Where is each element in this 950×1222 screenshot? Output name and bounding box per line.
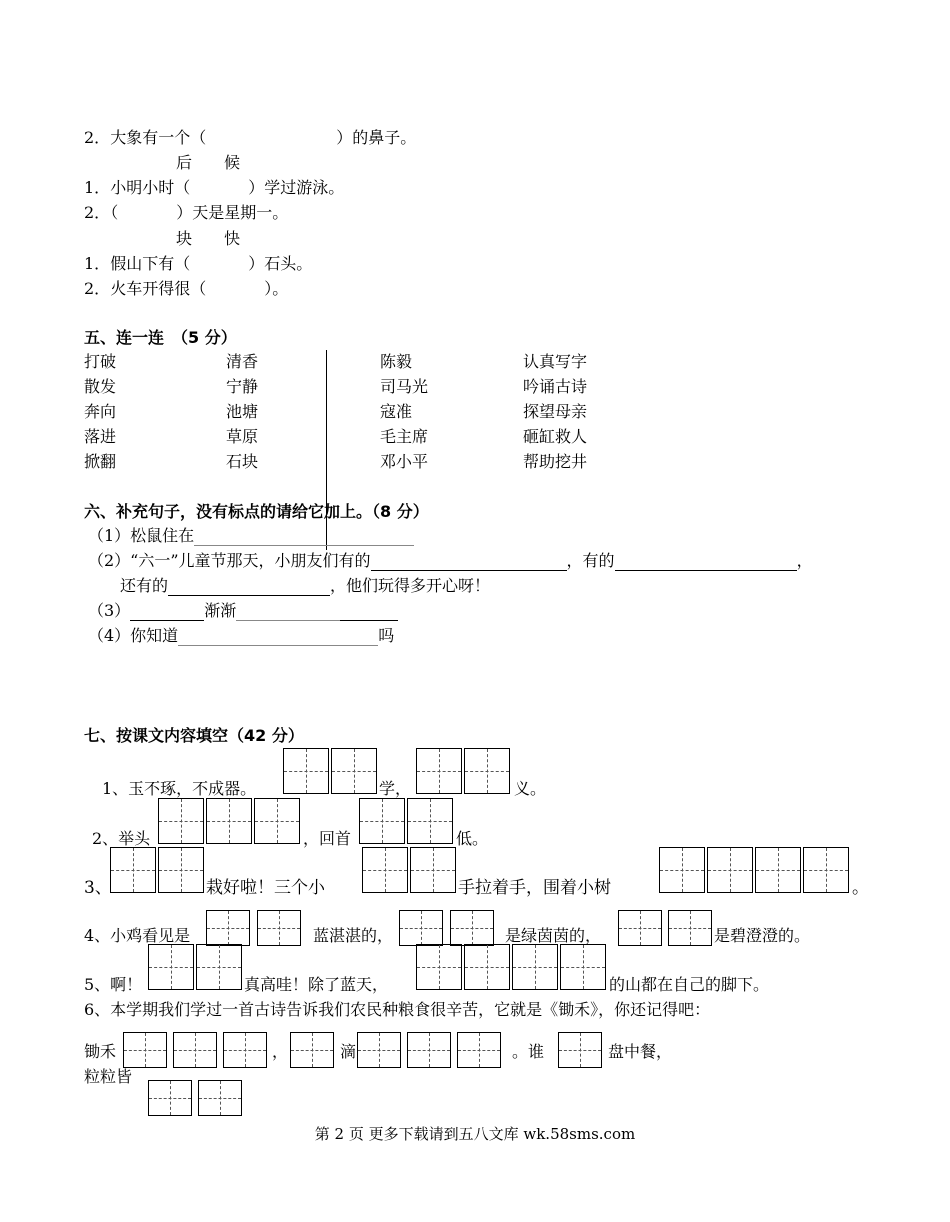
tianzige-box[interactable]	[399, 910, 443, 946]
section7-title: 七、按课文内容填空（42 分）	[84, 726, 304, 745]
tianzige-box[interactable]	[158, 798, 204, 844]
match-word[interactable]: 打破	[84, 352, 117, 371]
tianzige-box[interactable]	[359, 798, 405, 844]
tianzige-box[interactable]	[659, 847, 705, 893]
poem-text: 粒粒皆	[84, 1067, 133, 1086]
match-word[interactable]: 邓小平	[380, 452, 429, 471]
answer-line[interactable]	[236, 604, 340, 621]
tianzige-box[interactable]	[618, 910, 662, 946]
answer-line[interactable]	[178, 629, 378, 646]
match-word[interactable]: 草原	[226, 427, 259, 446]
tianzige-box[interactable]	[254, 798, 300, 844]
tianzige-box[interactable]	[158, 847, 204, 893]
match-word[interactable]: 散发	[84, 377, 117, 396]
tianzige-box[interactable]	[123, 1032, 167, 1068]
tianzige-box[interactable]	[464, 944, 510, 990]
tianzige-box[interactable]	[416, 748, 462, 794]
sentence-1: （1）松鼠住在	[88, 526, 414, 546]
sentence-4: （4）你知道 吗	[88, 626, 395, 645]
page-footer: 第 2 页 更多下载请到五八文库 wk.58sms.com	[314, 1125, 636, 1143]
tianzige-box[interactable]	[558, 1032, 602, 1068]
word-pair-kuai: 块 快	[176, 229, 241, 248]
tianzige-box[interactable]	[512, 944, 558, 990]
q-monday: 2．（ ）天是星期一。	[84, 203, 289, 222]
tianzige-box[interactable]	[223, 1032, 267, 1068]
answer-line[interactable]	[194, 529, 414, 546]
line1-text: 1、玉不琢，不成器。	[102, 779, 257, 798]
tianzige-box[interactable]	[196, 944, 242, 990]
tianzige-box[interactable]	[707, 847, 753, 893]
answer-line[interactable]	[130, 604, 204, 621]
match-word[interactable]: 陈毅	[380, 352, 413, 371]
answer-blank[interactable]	[206, 132, 336, 148]
sentence-3: （3） 渐渐	[88, 601, 398, 621]
line4-text: 4、小鸡看见是	[84, 926, 191, 945]
word-pair-hou: 后 候	[176, 153, 241, 172]
section5-title: 五、连一连 （5 分）	[84, 328, 237, 347]
tianzige-box[interactable]	[362, 847, 408, 893]
line4-text: 蓝湛湛的，	[313, 926, 394, 945]
poem-text: 。谁	[512, 1042, 545, 1061]
match-word[interactable]: 清香	[226, 352, 259, 371]
poem-text: 滴	[340, 1042, 357, 1061]
tianzige-box[interactable]	[450, 910, 494, 946]
tianzige-box[interactable]	[331, 748, 377, 794]
sentence-2-cont: 还有的 ，他们玩得多开心呀！	[120, 576, 491, 595]
match-word[interactable]: 吟诵古诗	[523, 377, 588, 396]
match-word[interactable]: 砸缸救人	[523, 427, 588, 446]
tianzige-box[interactable]	[407, 1032, 451, 1068]
line3-text: 手拉着手，围着小树	[458, 878, 611, 898]
tianzige-box[interactable]	[148, 944, 194, 990]
tianzige-box[interactable]	[668, 910, 712, 946]
line1-text: 义。	[514, 779, 547, 798]
tianzige-box[interactable]	[464, 748, 510, 794]
section6-title: 六、补充句子，没有标点的请给它加上。（8 分）	[84, 502, 429, 521]
tianzige-box[interactable]	[416, 944, 462, 990]
match-word[interactable]: 帮助挖井	[523, 452, 588, 471]
match-word[interactable]: 宁静	[226, 377, 259, 396]
match-word[interactable]: 掀翻	[84, 452, 117, 471]
answer-line[interactable]	[615, 554, 797, 571]
match-word[interactable]: 池塘	[226, 402, 259, 421]
match-word[interactable]: 认真写字	[523, 352, 588, 371]
tianzige-box[interactable]	[410, 847, 456, 893]
tianzige-box[interactable]	[407, 798, 453, 844]
line2-text: ，回首	[303, 829, 352, 848]
line2-text: 2、举头	[92, 829, 151, 848]
line5-text: 真高哇！除了蓝天，	[244, 975, 389, 994]
match-word[interactable]: 毛主席	[380, 427, 429, 446]
poem-text: ，	[272, 1042, 289, 1061]
line3-text: 。	[852, 878, 869, 898]
answer-line[interactable]	[340, 604, 398, 621]
line2-text: 低。	[456, 829, 489, 848]
tianzige-box[interactable]	[198, 1080, 242, 1116]
tianzige-box[interactable]	[206, 910, 250, 946]
match-word[interactable]: 探望母亲	[523, 402, 588, 421]
tianzige-box[interactable]	[560, 944, 606, 990]
line1-text: 学，	[379, 779, 412, 798]
line4-text: 是绿茵茵的，	[505, 926, 602, 945]
tianzige-box[interactable]	[206, 798, 252, 844]
line3-text: 3、	[84, 878, 112, 898]
tianzige-box[interactable]	[357, 1032, 401, 1068]
q-train: 2．火车开得很（ ）。	[84, 279, 289, 298]
line5-text: 的山都在自己的脚下。	[609, 975, 770, 994]
match-word[interactable]: 落进	[84, 427, 117, 446]
match-word[interactable]: 石块	[226, 452, 259, 471]
tianzige-box[interactable]	[457, 1032, 501, 1068]
answer-line[interactable]	[168, 579, 330, 596]
poem-text: 盘中餐，	[608, 1042, 673, 1061]
line3-text: 栽好啦！三个小	[206, 878, 325, 898]
poem-text: 锄禾	[84, 1042, 117, 1061]
line5-text: 5、啊！	[84, 975, 143, 994]
tianzige-box[interactable]	[755, 847, 801, 893]
sentence-2: （2）“六一”儿童节那天，小朋友们有的 ，有的 ，	[88, 551, 813, 570]
match-word[interactable]: 寇准	[380, 402, 413, 421]
line4-text: 是碧澄澄的。	[714, 926, 811, 945]
tianzige-box[interactable]	[173, 1032, 217, 1068]
q-elephant: 2．大象有一个（ ）的鼻子。	[84, 128, 417, 147]
answer-line[interactable]	[371, 554, 567, 571]
tianzige-box[interactable]	[148, 1080, 192, 1116]
tianzige-box[interactable]	[290, 1032, 334, 1068]
q-rockery: 1．假山下有（ ）石头。	[84, 254, 313, 273]
match-word[interactable]: 奔向	[84, 402, 117, 421]
line6-text: 6、本学期我们学过一首古诗告诉我们农民种粮食很辛苦，它就是《锄禾》，你还记得吧：	[84, 1000, 711, 1019]
tianzige-box[interactable]	[257, 910, 301, 946]
tianzige-box[interactable]	[110, 847, 156, 893]
tianzige-box[interactable]	[803, 847, 849, 893]
match-word[interactable]: 司马光	[380, 377, 429, 396]
tianzige-box[interactable]	[283, 748, 329, 794]
q-xiaoming: 1．小明小时（ ）学过游泳。	[84, 178, 345, 197]
